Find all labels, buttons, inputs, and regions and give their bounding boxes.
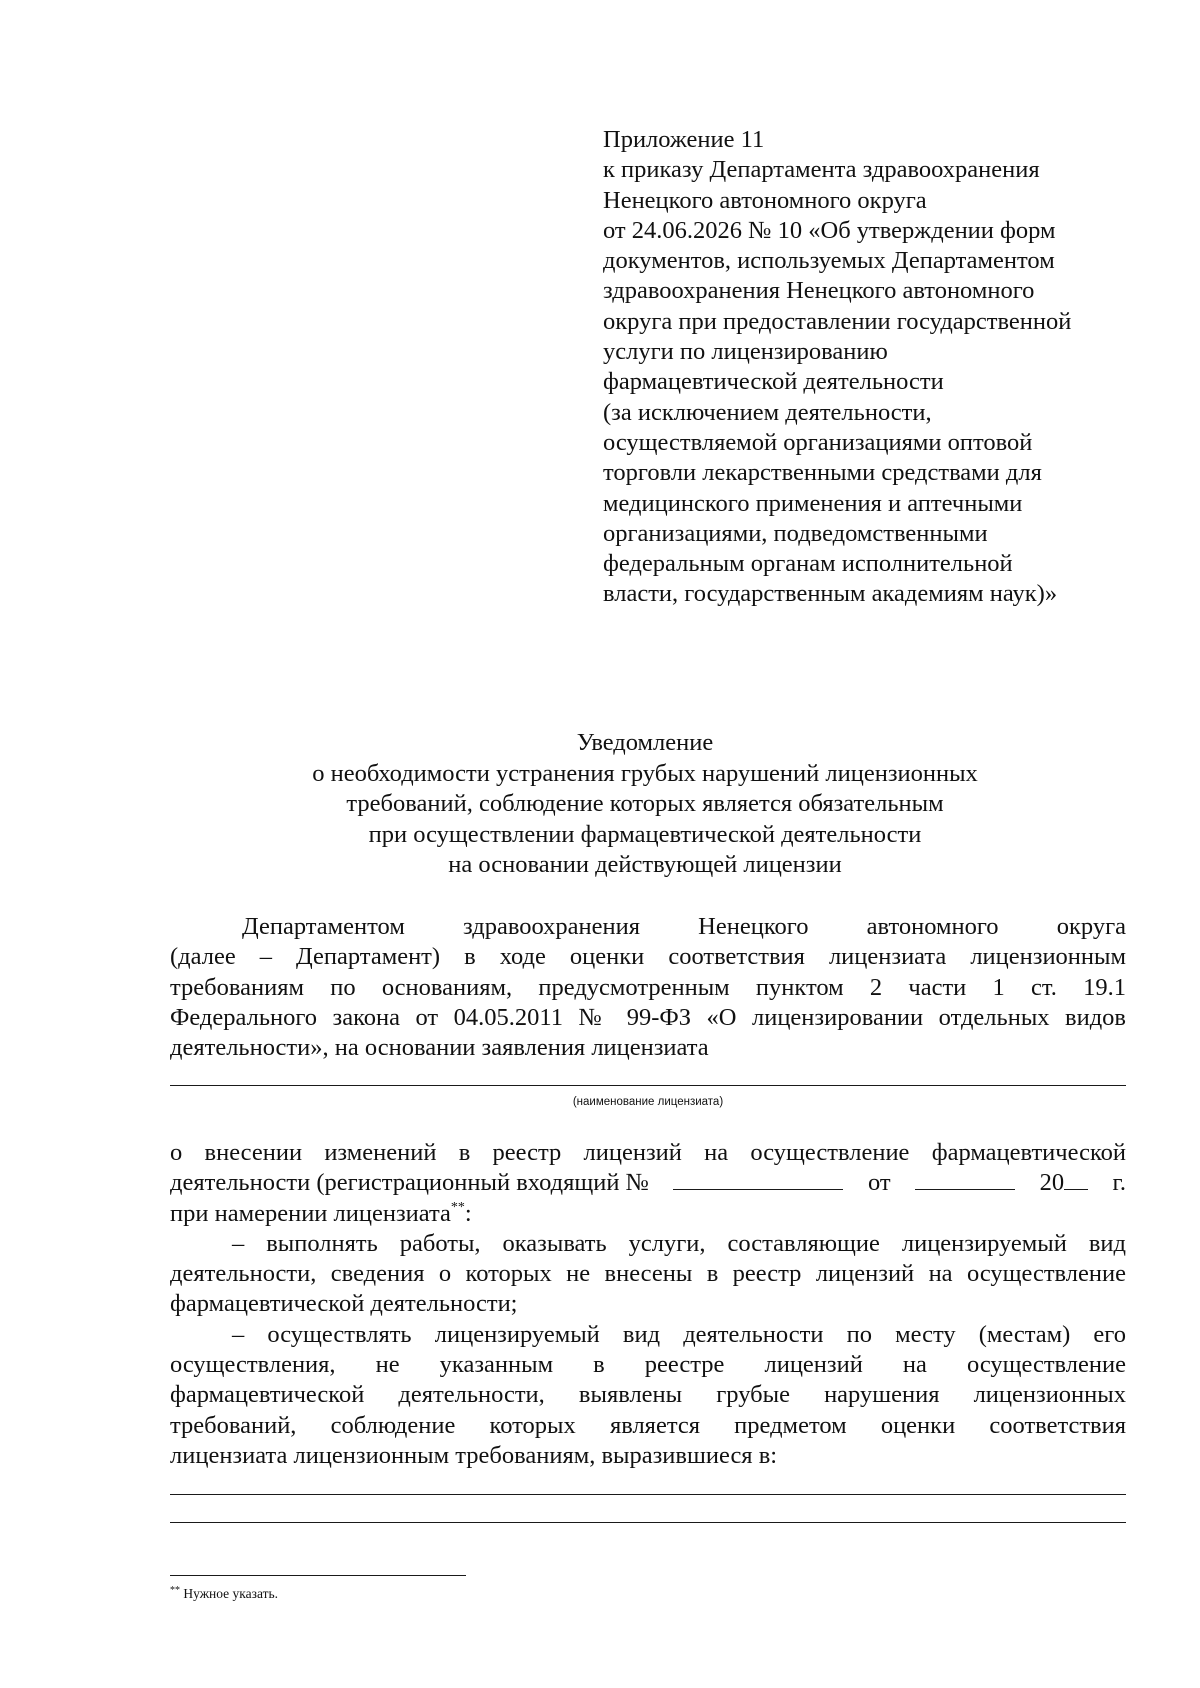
bullet-line: требований, соблюдение которых является предметом оценки соответствия <box>170 1411 1126 1439</box>
registration-line <box>170 1168 1126 1198</box>
footnote <box>170 1586 278 1602</box>
paragraph-line: Федерального закона от 04.05.2011 № 99-ФЗ «О лицензировании отдельных видов <box>170 1003 1126 1031</box>
paragraph-line: деятельности», на основании заявления лицензиата <box>170 1034 709 1062</box>
appendix-line: документов, используемых Департаментом <box>603 247 1055 275</box>
paragraph-line: Департаментом здравоохранения Ненецкого автономного округа <box>242 913 1126 940</box>
licensee-name-field[interactable] <box>170 1085 1126 1086</box>
title-line: на основании действующей лицензии <box>448 851 842 878</box>
appendix-line: осуществляемой организациями оптовой <box>603 428 1033 456</box>
appendix-line: Приложение 11 <box>603 126 765 153</box>
intent-text: при намерении лицензиата <box>170 1199 451 1227</box>
appendix-line: власти, государственным академиям наук)» <box>603 580 1058 608</box>
violations-field-line-2[interactable] <box>170 1522 1126 1523</box>
paragraph-line: требованиям по основаниям, предусмотренным пунктом 2 части 1 ст. 19.1 <box>170 973 1126 1001</box>
document-title <box>160 728 1130 881</box>
registration-date-field[interactable] <box>915 1169 1015 1190</box>
registration-number-field[interactable] <box>673 1169 843 1190</box>
footnote-reference: ** <box>450 1199 465 1215</box>
footnote-separator <box>170 1575 466 1576</box>
appendix-line: к приказу Департамента здравоохранения <box>603 156 1040 184</box>
appendix-line: (за исключением деятельности, <box>603 398 932 426</box>
paragraph-line: о внесении изменений в реестр лицензий на осуществление фармацевтической <box>170 1139 1126 1166</box>
appendix-line: от 24.06.2026 № 10 «Об утверждении форм <box>603 216 1056 244</box>
year-prefix: 20 <box>1039 1169 1065 1197</box>
bullet-line: лицензиата лицензионным требованиям, выразившиеся в: <box>170 1441 778 1469</box>
licensee-field-caption: (наименование лицензиата) <box>572 1096 724 1108</box>
appendix-line: торговли лекарственными средствами для <box>603 459 1042 487</box>
title-line: о необходимости устранения грубых нарушений лицензионных <box>312 759 978 787</box>
appendix-line: организациями, подведомственными <box>603 519 988 547</box>
intent-line <box>170 1199 1126 1229</box>
intent-colon: : <box>464 1199 472 1227</box>
appendix-line: фармацевтической деятельности <box>603 368 944 396</box>
bullet-line: – осуществлять лицензируемый вид деятельности по месту (местам) его <box>232 1320 1126 1348</box>
registration-prefix: деятельности (регистрационный входящий № <box>170 1169 649 1197</box>
appendix-header <box>603 125 1163 610</box>
appendix-line: округа при предоставлении государственной <box>603 307 1072 335</box>
title-line: при осуществлении фармацевтической деятельности <box>368 820 922 848</box>
bullet-line: деятельности, сведения о которых не внесены в реестр лицензий на осуществление <box>170 1260 1126 1288</box>
appendix-line: Ненецкого автономного округа <box>603 186 927 214</box>
registration-from-label: от <box>867 1169 891 1197</box>
bullet-line: фармацевтической деятельности; <box>170 1290 518 1318</box>
registration-year-field[interactable] <box>1064 1169 1088 1190</box>
violations-field-line-1[interactable] <box>170 1494 1126 1495</box>
request-paragraph <box>170 1138 1126 1471</box>
title-line: требований, соблюдение которых является обязательным <box>346 790 944 817</box>
title-line: Уведомление <box>576 729 714 756</box>
paragraph-line: (далее – Департамент) в ходе оценки соответствия лицензиата лицензионным <box>170 943 1126 971</box>
appendix-line: здравоохранения Ненецкого автономного <box>603 277 1035 305</box>
bullet-line: – выполнять работы, оказывать услуги, составляющие лицензируемый вид <box>232 1229 1126 1257</box>
footnote-text: Нужное указать. <box>180 1586 279 1601</box>
appendix-line: медицинского применения и аптечными <box>603 489 1023 517</box>
appendix-line: услуги по лицензированию <box>603 338 888 366</box>
registration-year <box>1040 1168 1089 1198</box>
intro-paragraph <box>170 912 1126 1063</box>
bullet-line: фармацевтической деятельности, выявлены грубые нарушения лицензионных <box>170 1381 1126 1409</box>
bullet-line: осуществления, не указанным в реестре лицензий на осуществление <box>170 1351 1126 1379</box>
footnote-mark: ** <box>170 1585 180 1596</box>
year-suffix: г. <box>1112 1169 1126 1197</box>
appendix-line: федеральным органам исполнительной <box>603 550 1013 578</box>
